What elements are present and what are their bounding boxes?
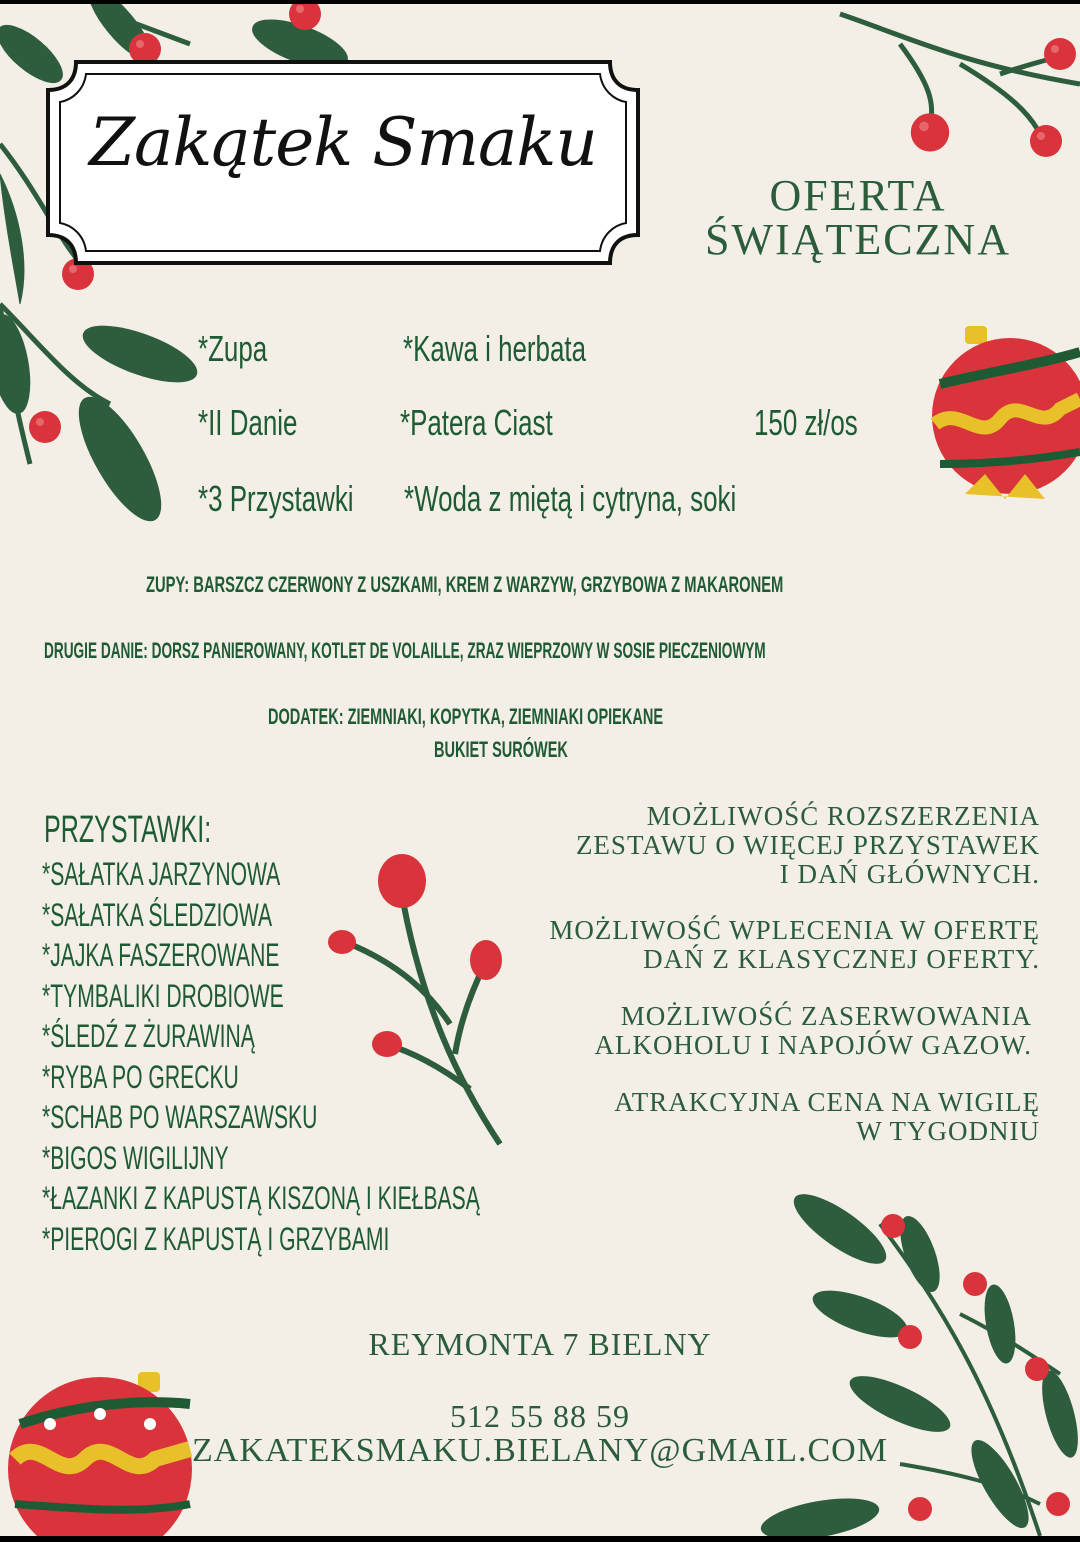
option-alcohol: MOŻLIWOŚĆ ZASERWOWANIA ALKOHOLU I NAPOJÓW GAZOW. <box>594 1001 1032 1060</box>
set-item: *Patera Ciast <box>400 402 553 443</box>
set-item: *Woda z miętą i cytryna, soki <box>404 478 737 519</box>
flyer-page <box>0 4 1080 1536</box>
list-item: *RYBA PO GRECKU <box>42 1058 239 1095</box>
list-item: *JAJKA FASZEROWANE <box>42 937 280 973</box>
mains-line: DRUGIE DANIE: DORSZ PANIEROWANY, KOTLET DE VOLAILLE, ZRAZ WIEPRZOWY W SOSIE PIECZENIOWYM <box>44 638 766 663</box>
sides-line: BUKIET SURÓWEK <box>434 737 568 762</box>
soups-line: ZUPY: BARSZCZ CZERWONY Z USZKAMI, KREM Z WARZYW, GRZYBOWA Z MAKARONEM <box>146 572 784 597</box>
list-item: *BIGOS WIGILIJNY <box>42 1139 229 1176</box>
leaf-branch-icon <box>840 14 1080 134</box>
list-item: *SAŁATKA JARZYNOWA <box>42 856 281 892</box>
list-item: *SAŁATKA ŚLEDZIOWA <box>42 896 273 933</box>
option-price: ATRAKCYJNA CENA NA WIGILĘ W TYGODNIU <box>614 1087 1040 1146</box>
option-expand: MOŻLIWOŚĆ ROZSZERZENIA ZESTAWU O WIĘCEJ PRZYSTAWEK I DAŃ GŁÓWNYCH. <box>575 801 1040 889</box>
christmas-bauble-icon <box>932 326 1080 499</box>
list-item: *SCHAB PO WARSZAWSKU <box>42 1099 318 1135</box>
set-item: *Kawa i herbata <box>403 328 587 369</box>
email: ZAKATEKSMAKU.BIELANY@GMAIL.COM <box>192 1432 888 1469</box>
list-item: *ŚLEDŹ Z ŻURAWINĄ <box>42 1018 255 1054</box>
offer-heading-line1: OFERTA <box>769 171 947 220</box>
starters-heading: PRZYSTAWKI: <box>44 809 212 851</box>
set-item: *3 Przystawki <box>198 478 354 519</box>
list-item: *ŁAZANKI Z KAPUSTĄ KISZONĄ I KIEŁBASĄ <box>42 1180 480 1216</box>
christmas-bauble-icon <box>8 1372 192 1536</box>
offer-heading-line2: ŚWIĄTECZNA <box>705 215 1011 264</box>
red-berry-icon <box>911 38 1076 157</box>
price: 150 zł/os <box>754 402 858 443</box>
list-item: *TYMBALIKI DROBIOWE <box>42 977 284 1014</box>
brand-title: Zakątek Smaku <box>89 104 597 181</box>
sides-line: DODATEK: ZIEMNIAKI, KOPYTKA, ZIEMNIAKI OPIEKANE <box>268 704 664 729</box>
phone: 512 55 88 59 <box>450 1398 630 1434</box>
list-item: *PIEROGI Z KAPUSTĄ I GRZYBAMI <box>42 1220 390 1257</box>
set-item: *Zupa <box>198 328 268 369</box>
set-item: *II Danie <box>198 402 298 443</box>
address: REYMONTA 7 BIELNY <box>368 1326 712 1362</box>
option-classic: MOŻLIWOŚĆ WPLECENIA W OFERTĘ DAŃ Z KLASYCZNEJ OFERTY. <box>549 915 1040 974</box>
